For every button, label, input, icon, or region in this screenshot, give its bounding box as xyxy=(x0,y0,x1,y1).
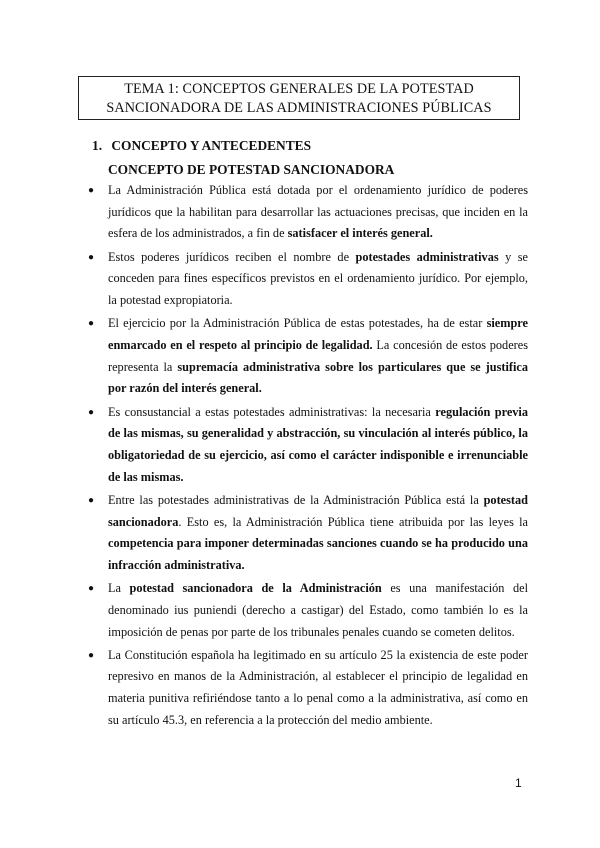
bullet-dot-icon: ● xyxy=(88,406,95,418)
body-text: Estos poderes jurídicos reciben el nombre de xyxy=(108,249,356,264)
bullet-item xyxy=(86,247,528,312)
bullet-dot-icon: ● xyxy=(88,494,95,506)
body-text: El ejercicio por la Administración Pública de estas potestades, ha de estar xyxy=(108,316,487,331)
bullet-item xyxy=(86,313,528,400)
document-title-box xyxy=(78,76,520,120)
body-text: . Esto es, la Administración Pública tiene atribuida por las leyes la xyxy=(178,514,528,529)
bullet-dot-icon: ● xyxy=(88,318,95,330)
section-heading-text: CONCEPTO Y ANTECEDENTES xyxy=(111,138,312,153)
bold-text: supremacía administrativa sobre los particulares que se justifica por razón del interés general. xyxy=(108,359,528,396)
section-subheading: CONCEPTO DE POTESTAD SANCIONADORA xyxy=(108,162,395,177)
bold-text: potestad sancionadora de la Administración xyxy=(129,581,382,596)
bullet-list xyxy=(86,180,528,733)
body-text: Es consustancial a estas potestades administrativas: la necesaria xyxy=(108,404,436,419)
bullet-dot-icon: ● xyxy=(88,185,95,196)
bullet-item xyxy=(86,490,528,577)
bullet-item xyxy=(86,402,528,489)
section-number: 1. xyxy=(92,138,103,153)
body-text: es una manifestación del denominado ius puniendi (derecho a castigar) del Estado, como también lo es la imposición de penas por parte de los tribunales penales cuando se cometen delitos. xyxy=(108,581,529,639)
bold-text: regulación previa de las mismas, su generalidad y abstracción, su vinculación al interés público, la obligatoriedad de su ejercicio, así como el carácter indisponible e irrenunciable de las mismas. xyxy=(108,404,528,484)
bullet-dot-icon: ● xyxy=(88,251,95,263)
bullet-item xyxy=(86,180,528,245)
body-text: La Constitución española ha legitimado en su artículo 25 la existencia de este poder represivo en manos de la Administración, al establecer el principio de legalidad en materia punitiva refiriéndose tanto a lo penal como a la administrativa, así como en su artículo 45.3, en referencia a la protección del medio ambiente. xyxy=(108,647,528,727)
body-text: La concesión de estos poderes representa la xyxy=(108,337,529,374)
document-title-line-2: SANCIONADORA DE LAS ADMINISTRACIONES PÚBLICAS xyxy=(106,100,492,116)
bullet-item xyxy=(86,578,528,643)
section-heading xyxy=(92,138,311,154)
body-text: Entre las potestades administrativas de la Administración Pública está la xyxy=(108,492,484,507)
bullet-dot-icon: ● xyxy=(88,649,95,661)
body-text: La Administración Pública está dotada por el ordenamiento jurídico de poderes jurídicos que la habilitan para desarrollar las actuaciones precisas, que inciden en la esfera de los administrados, a fin de xyxy=(108,183,528,241)
bold-text: potestades administrativas xyxy=(355,249,499,264)
bold-text: competencia para imponer determinadas sanciones cuando se ha producido una infracción administrativa. xyxy=(108,536,528,572)
body-text: y se conceden para fines específicos previstos en el ordenamiento jurídico. Por ejemplo, la potestad expropiatoria. xyxy=(108,249,528,308)
bold-text: satisfacer el interés general. xyxy=(287,226,433,241)
bullet-item xyxy=(86,645,528,732)
bullet-dot-icon: ● xyxy=(88,583,95,595)
document-title-line-1: TEMA 1: CONCEPTOS GENERALES DE LA POTESTAD xyxy=(124,81,474,97)
bold-text: potestad sancionadora xyxy=(108,492,528,529)
bold-text: siempre enmarcado en el respeto al principio de legalidad. xyxy=(108,316,528,352)
body-text: La xyxy=(108,581,130,596)
page-number: 1 xyxy=(515,776,522,790)
